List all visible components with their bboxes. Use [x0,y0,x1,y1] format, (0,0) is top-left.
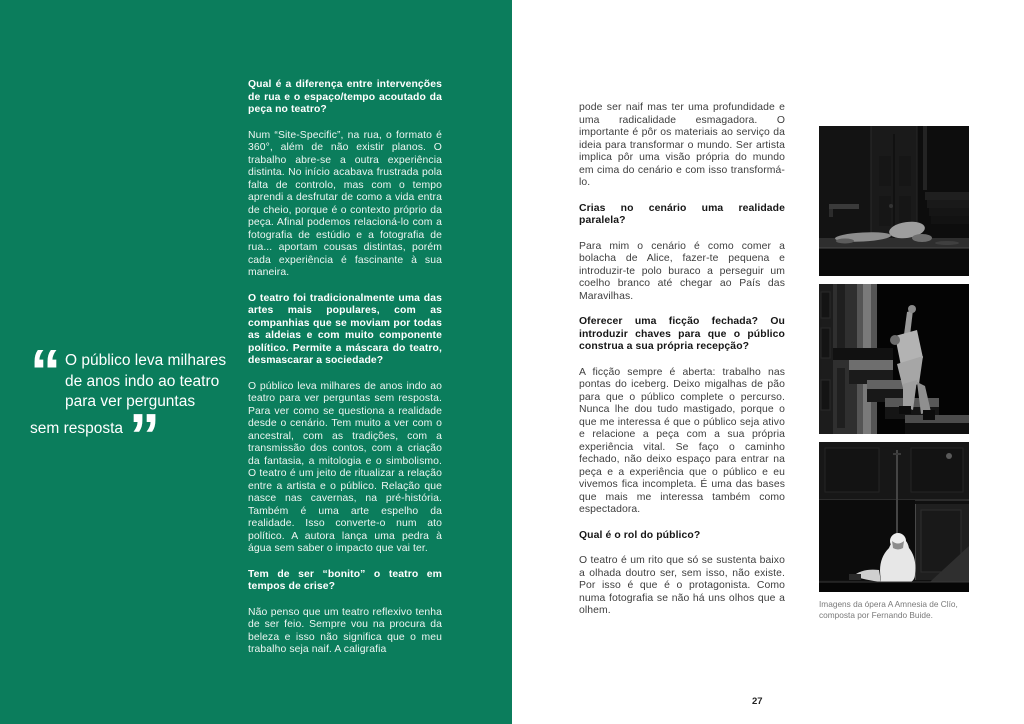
interview-answer: A ficção sempre é aberta: trabalho nas pontas do iceberg. Deixo migalhas de pão para que o público complete o percurso. Nunca lhe dou tudo mastigado, porque o que me interessa é que o público seja ativo e relacione a peça com a sua própria experiência vital. Se faço o caminho fechado, não deixo espaço para entrar na peça e a experiência que o público e eu vivemos fica incompleta. É uma das bases que mais me interessa também como espectadora. [579,366,785,515]
interview-answer: O teatro é um rito que só se sustenta baixo a olhada doutro ser, sem isso, não existe. Por isso é que é o protagonista. Como numa fotografia se não há uns olhos que a olhem. [579,555,785,616]
interview-question: Qual é a diferença entre intervenções de rua e o espaço/tempo acoutado da peça no teatro? [248,79,442,115]
interview-answer: Num “Site-Specific”, na rua, o formato é 360°, além de não existir planos. O trabalho abre-se a outra experiência distinta. No início acabava frustrada pola falta de controlo, mas com o tempo aprendi a desfrutar de como a vida entra de cheio, porque é o contexto próprio da peça. Afinal podemos relacioná-lo com a fotografia de estúdio e a fotografia de rua... aportam cousas distintas, porém cada experiência é fascinante à sua maneira. [248,129,442,278]
interview-question: Oferecer uma ficção fechada? Ou introduzir chaves para que o público construa a sua própria recepção? [579,316,785,352]
interview-answer: Não penso que um teatro reflexivo tenha de ser feio. Sempre vou na procura da beleza e isso não significa que o meu trabalho seja naif. A caligrafia [248,606,442,655]
opera-photo-3-image [819,442,969,592]
interview-question: O teatro foi tradicionalmente uma das artes mais populares, com as companhias que se moviam por todas as aldeias e com muito componente político. Permite a máscara do teatro, desmascarar a sociedade? [248,292,442,366]
right-text-column [579,102,785,631]
interview-answer: Para mim o cenário é como comer a bolacha de Alice, fazer-te pequena e introduzir-te polo buraco a perseguir um coelho branco até chegar ao País das Maravilhas. [579,240,785,302]
opera-photo-reclining-figures [819,126,969,276]
page-number: 27 [752,696,763,707]
photo-column [819,126,969,620]
interview-answer: pode ser naif mas ter uma profundidade e uma radicalidade esmagadora. O importante é pôr os materiais ao serviço da ideia para transformar o mundo. Ser artista implica pôr uma visão própria do mundo em cima do cenário e com isso transformá-lo. [579,102,785,188]
pull-quote-text: O público leva milhares de anos indo ao teatro para ver perguntas sem resposta [30,352,227,437]
interview-question: Qual é o rol do público? [579,529,701,541]
opera-photo-figure-on-stairs [819,284,969,434]
interview-answer: O público leva milhares de anos indo ao teatro para ver perguntas sem resposta. Para ver como se questiona a realidade desde o cenário. Tem muito a ver com o ancestral, com as tradições, com a transmissão dos contos, com a criação da fantasia, a mitologia e o simbolismo. O teatro é um jeito de ritualizar a relação entre a artista e o público. Relação que nasce nas cavernas, na pré-história. Também é uma arte espelho da realidade. Isso converte-o num ato político. A autora lança uma pedra à água sem saber o impacto que vai ter. [248,380,442,554]
interview-question: Crias no cenário uma realidade paralela? [579,202,785,226]
opera-photo-2-image [819,284,969,434]
pull-quote: “ O público leva milhares de anos indo ao teatro para ver perguntas sem resposta” [30,338,227,471]
open-quote-icon: “ [30,338,59,407]
left-text-column [248,79,442,670]
photo-caption: Imagens da ópera A Amnesia de Clío, composta por Fernando Buide. [819,599,958,620]
opera-photo-1-image [819,126,969,276]
interview-question: Tem de ser “bonito” o teatro em tempos de crise? [248,568,442,592]
opera-photo-seated-white-robe [819,442,969,592]
